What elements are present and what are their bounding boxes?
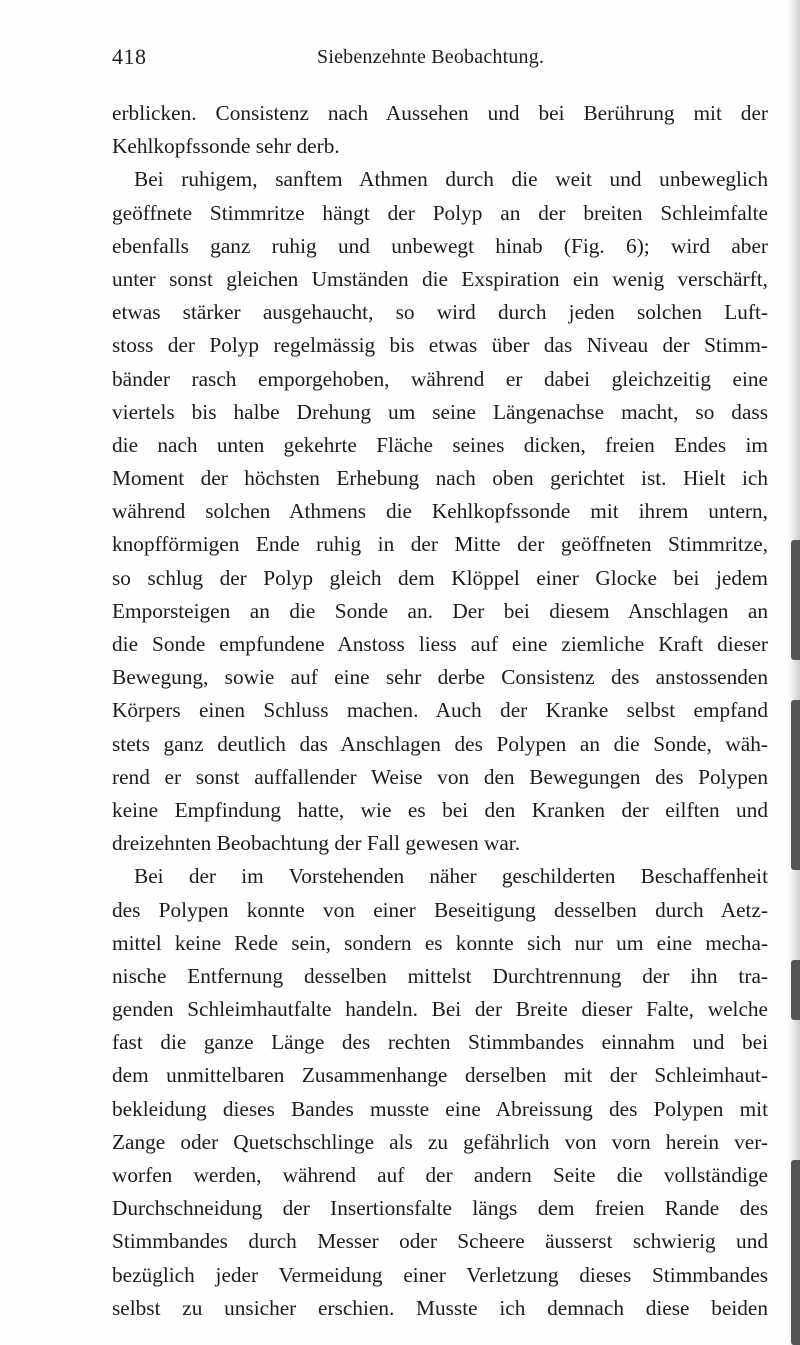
text-line: Emporsteigen an die Sonde an. Der bei diesem Anschlagen an xyxy=(112,598,768,623)
text-line: bekleidung dieses Bandes musste eine Abreissung des Polypen mit xyxy=(112,1096,768,1121)
binding-mark xyxy=(791,1160,800,1345)
text-line: selbst zu unsicher erschien. Musste ich demnach diese beiden xyxy=(112,1295,768,1320)
page-header xyxy=(112,44,772,84)
text-line: dem unmittelbaren Zusammenhange derselben mit der Schleimhaut- xyxy=(112,1063,768,1088)
text-line: dreizehnten Beobachtung der Fall gewesen war. xyxy=(112,831,521,856)
binding-mark xyxy=(791,960,800,1020)
text-line: erblicken. Consistenz nach Aussehen und bei Berührung mit der xyxy=(112,101,768,125)
text-line: viertels bis halbe Drehung um seine Längenachse macht, so dass xyxy=(112,399,768,424)
binding-mark xyxy=(791,540,800,660)
text-line: Bei ruhigem, sanftem Athmen durch die weit und unbeweglich xyxy=(134,167,768,192)
text-line: nische Entfernung desselben mittelst Durchtrennung der ihn tra- xyxy=(112,963,768,988)
text-line: Körpers einen Schluss machen. Auch der Kranke selbst empfand xyxy=(112,698,768,723)
text-line: so schlug der Polyp gleich dem Klöppel einer Glocke bei jedem xyxy=(112,565,768,590)
text-line: keine Empfindung hatte, wie es bei den Kranken der eilften und xyxy=(112,797,768,822)
text-line: Stimmbandes durch Messer oder Scheere äusserst schwierig und xyxy=(112,1229,768,1254)
text-line: ebenfalls ganz ruhig und unbewegt hinab (Fig. 6); wird aber xyxy=(112,233,768,258)
text-line: Bewegung, sowie auf eine sehr derbe Consistenz des anstossenden xyxy=(112,665,768,690)
text-line: Moment der höchsten Erhebung nach oben gerichtet ist. Hielt ich xyxy=(112,466,768,491)
text-line: stoss der Polyp regelmässig bis etwas über das Niveau der Stimm- xyxy=(112,333,768,358)
running-head: Siebenzehnte Beobachtung. xyxy=(317,46,545,68)
text-line: Kehlkopfssonde sehr derb. xyxy=(112,134,340,159)
text-line: fast die ganze Länge des rechten Stimmbandes einnahm und bei xyxy=(112,1030,768,1055)
page-edge-shadow xyxy=(786,0,800,1345)
text-line: knopfförmigen Ende ruhig in der Mitte der geöffneten Stimmritze, xyxy=(112,532,768,557)
text-line: bänder rasch emporgehoben, während er dabei gleichzeitig eine xyxy=(112,366,768,391)
page-number: 418 xyxy=(112,44,147,69)
text-line: etwas stärker ausgehaucht, so wird durch jeden solchen Luft- xyxy=(112,300,768,325)
text-line: Zange oder Quetschschlinge als zu gefährlich von vorn herein ver- xyxy=(112,1129,768,1154)
text-line: stets ganz deutlich das Anschlagen des Polypen an die Sonde, wäh- xyxy=(112,731,768,756)
text-line: mittel keine Rede sein, sondern es konnte sich nur um eine mecha- xyxy=(112,930,768,955)
text-line: die nach unten gekehrte Fläche seines dicken, freien Endes im xyxy=(112,432,768,457)
text-line: worfen werden, während auf der andern Seite die vollständige xyxy=(112,1163,768,1187)
text-line: des Polypen konnte von einer Beseitigung desselben durch Aetz- xyxy=(112,897,768,922)
text-line: geöffnete Stimmritze hängt der Polyp an der breiten Schleimfalte xyxy=(112,200,768,225)
body-text xyxy=(112,97,768,1325)
text-line: rend er sonst auffallender Weise von den Bewegungen des Polypen xyxy=(112,764,768,789)
text-line: während solchen Athmens die Kehlkopfssonde mit ihrem untern, xyxy=(112,499,768,524)
text-line: Durchschneidung der Insertionsfalte längs dem freien Rande des xyxy=(112,1196,768,1221)
text-line: unter sonst gleichen Umständen die Exspiration ein wenig verschärft, xyxy=(112,266,768,291)
text-line: bezüglich jeder Vermeidung einer Verletzung dieses Stimmbandes xyxy=(112,1262,768,1287)
text-line: genden Schleimhautfalte handeln. Bei der Breite dieser Falte, welche xyxy=(112,997,768,1022)
text-line: die Sonde empfundene Anstoss liess auf eine ziemliche Kraft dieser xyxy=(112,632,768,656)
text-line: Bei der im Vorstehenden näher geschilderten Beschaffenheit xyxy=(134,864,768,889)
binding-mark xyxy=(791,700,800,870)
